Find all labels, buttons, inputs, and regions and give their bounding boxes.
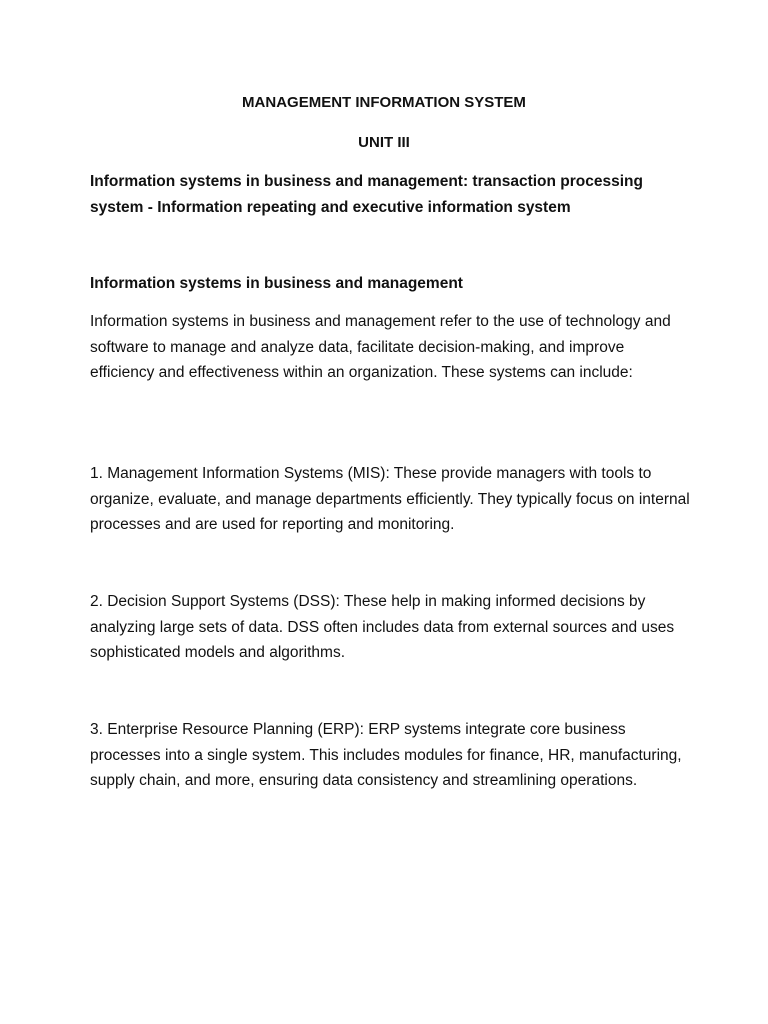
unit-subtitle: Information systems in business and management: transaction processing system - Information repeating and executive information system [90,173,643,216]
list-item-mis: 1. Management Information Systems (MIS): These provide managers with tools to organize, evaluate, and manage departments efficiently. They typically focus on internal processes and are used for reporting and monitoring. [90,465,690,533]
unit-title: UNIT III [358,134,410,151]
document-title: MANAGEMENT INFORMATION SYSTEM [242,94,526,111]
section-heading: Information systems in business and management [90,275,463,292]
list-item-erp: 3. Enterprise Resource Planning (ERP): ERP systems integrate core business processes into a single system. This includes modules for finance, HR, manufacturing, supply chain, and more, ensuring data consistency and streamlining operations. [90,721,682,789]
list-item-dss: 2. Decision Support Systems (DSS): These help in making informed decisions by analyzing large sets of data. DSS often includes data from external sources and uses sophisticated models and algorithms. [90,593,675,661]
intro-paragraph: Information systems in business and management refer to the use of technology and software to manage and analyze data, facilitate decision-making, and improve efficiency and effectiveness within an organization. These systems can include: [90,313,671,381]
